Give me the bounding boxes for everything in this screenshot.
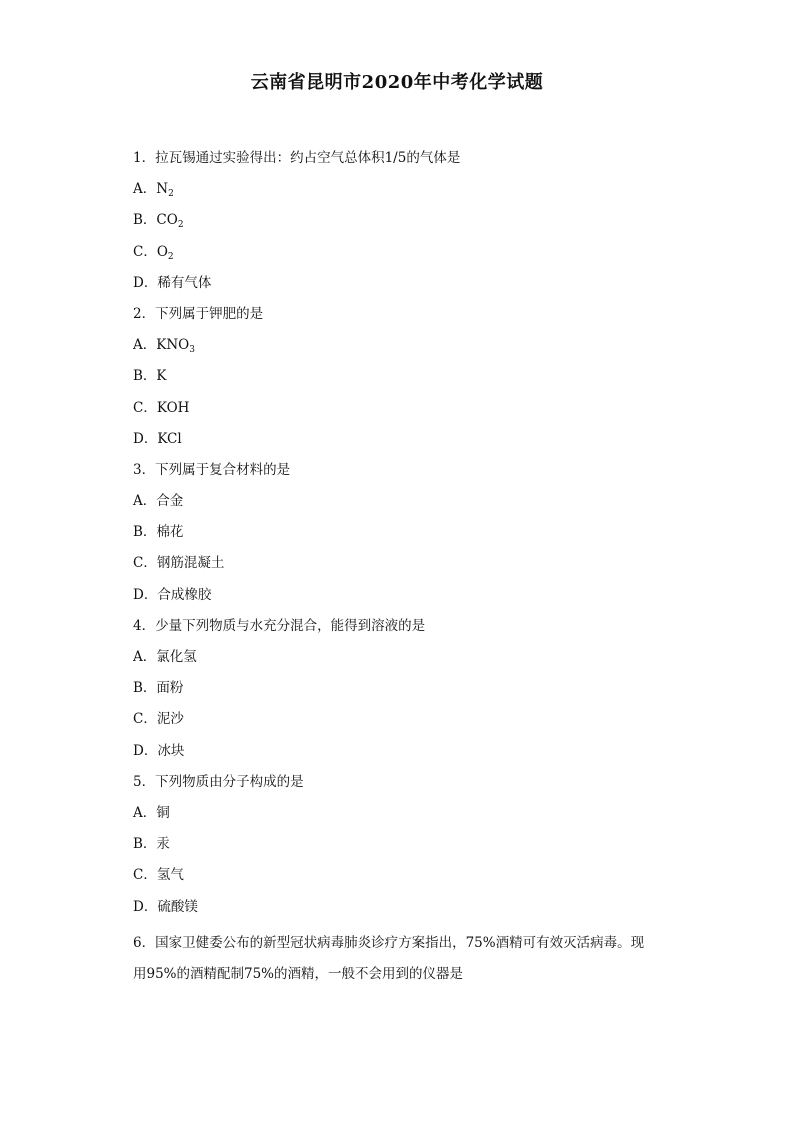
question-2 (133, 304, 663, 460)
option-b: B．$CO_2$ (133, 212, 184, 231)
document-title: 云南省昆明市2020年中考化学试题 (250, 72, 544, 93)
option-c: C．氢气 (133, 867, 184, 884)
option-b: B．面粉 (133, 680, 184, 697)
option-c: C．$O_2$ (133, 243, 174, 262)
option-a: A．$KNO_3$ (133, 337, 195, 356)
question-4 (133, 616, 663, 772)
question-5 (133, 772, 663, 928)
question-stem: 1．拉瓦锡通过实验得出：约占空气总体积1/5的气体是 (133, 150, 461, 166)
option-a: A．$N_2$ (133, 181, 174, 200)
option-a: A．合金 (133, 493, 184, 510)
option-a: A．氯化氢 (133, 649, 197, 665)
option-a: A．铜 (133, 804, 170, 821)
question-1 (133, 148, 663, 304)
question-3 (133, 460, 663, 616)
question-stem: 4．少量下列物质与水充分混合，能得到溶液的是 (133, 617, 426, 634)
option-d: D．冰块 (133, 742, 185, 759)
question-stem: 2．下列属于钾肥的是 (133, 305, 264, 322)
option-d: D．KCl (133, 430, 182, 447)
option-b: B．汞 (133, 836, 170, 853)
option-c: C．泥沙 (133, 711, 184, 728)
question-list (133, 148, 663, 990)
option-d: D．合成橡胶 (133, 586, 212, 603)
question-stem-line-2: 用95%的酒精配制75%的酒精，一般不会用到的仪器是 (133, 965, 464, 982)
option-c: C．KOH (133, 399, 190, 416)
question-stem: 5．下列物质由分子构成的是 (133, 773, 304, 790)
question-6 (133, 928, 663, 990)
option-b: B．棉花 (133, 524, 184, 541)
option-d: D．稀有气体 (133, 274, 212, 291)
question-stem: 3．下列属于复合材料的是 (133, 461, 291, 478)
option-d: D．硫酸镁 (133, 898, 198, 915)
option-b: B．K (133, 368, 167, 385)
question-stem-line-1: 6．国家卫健委公布的新型冠状病毒肺炎诊疗方案指出，75%酒精可有效灭活病毒。现 (133, 934, 645, 951)
option-c: C．钢筋混凝土 (133, 555, 225, 572)
